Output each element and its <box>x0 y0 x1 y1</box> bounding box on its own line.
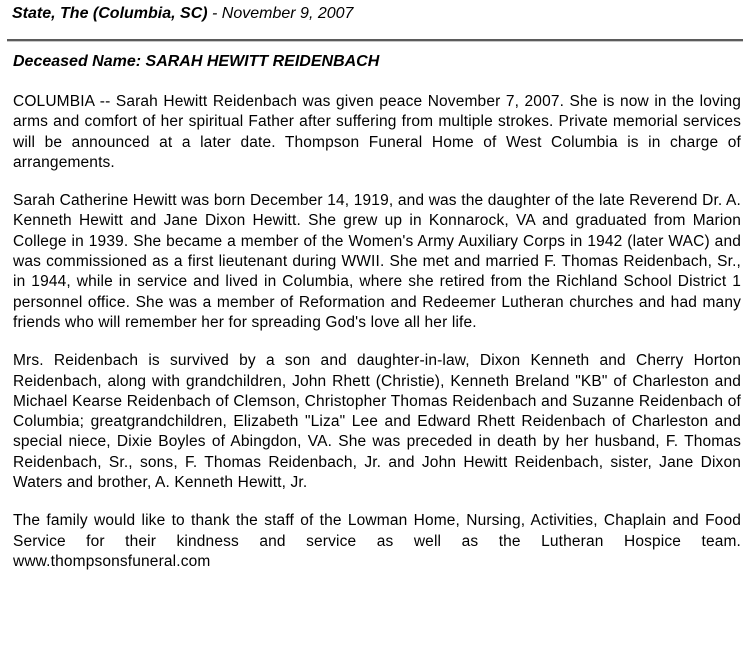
obituary-paragraph-1: COLUMBIA -- Sarah Hewitt Reidenbach was given peace November 7, 2007. She is now in the loving arms and comfort of her spiritual Father after suffering from multiple strokes. Private memorial services will be announced at a later date. Thompson Funeral Home of West Columbia is in charge of arrangements. <box>13 93 741 171</box>
obituary-paragraph-4: The family would like to thank the staff of the Lowman Home, Nursing, Activities, Chaplain and Food Service for their kindness and service as well as the Lutheran Hospice team. www.thompsonsfuneral.com <box>13 512 741 570</box>
publication-source: State, The (Columbia, SC) <box>12 5 208 22</box>
obituary-body <box>13 52 741 590</box>
deceased-label: Deceased Name: <box>13 53 146 70</box>
publication-header <box>12 4 353 24</box>
publication-date: November 9, 2007 <box>221 5 354 22</box>
deceased-name-line <box>13 52 741 72</box>
obituary-paragraph-2: Sarah Catherine Hewitt was born December 14, 1919, and was the daughter of the late Reverend Dr. A. Kenneth Hewitt and Jane Dixon Hewitt. She grew up in Konnarock, VA and graduated from Marion College in 1939. She became a member of the Women's Army Auxiliary Corps in 1942 (later WAC) and was commissioned as a first lieutenant during WWII. She met and married F. Thomas Reidenbach, Sr., in 1944, while in service and lived in Columbia, where she retired from the Richland School District 1 personnel office. She was a member of Reformation and Redeemer Lutheran churches and had many friends who will remember her for spreading God's love all her life. <box>13 192 741 331</box>
deceased-name: SARAH HEWITT REIDENBACH <box>145 53 380 70</box>
obituary-paragraph-3: Mrs. Reidenbach is survived by a son and daughter-in-law, Dixon Kenneth and Cherry Horton Reidenbach, along with grandchildren, John Rhett (Christie), Kenneth Breland "KB" of Charleston and Michael Kearse Reidenbach of Clemson, Christopher Thomas Reidenbach and Suzanne Reidenbach of Columbia; greatgrandchildren, Elizabeth "Liza" Lee and Edward Rhett Reidenbach of Charleston and special niece, Dixie Boyles of Abingdon, VA. She was preceded in death by her husband, F. Thomas Reidenbach, Sr., sons, F. Thomas Reidenbach, Jr. and John Hewitt Reidenbach, sister, Jane Dixon Waters and brother, A. Kenneth Hewitt, Jr. <box>13 352 741 492</box>
header-divider <box>7 39 743 42</box>
header-separator: - <box>207 5 222 22</box>
